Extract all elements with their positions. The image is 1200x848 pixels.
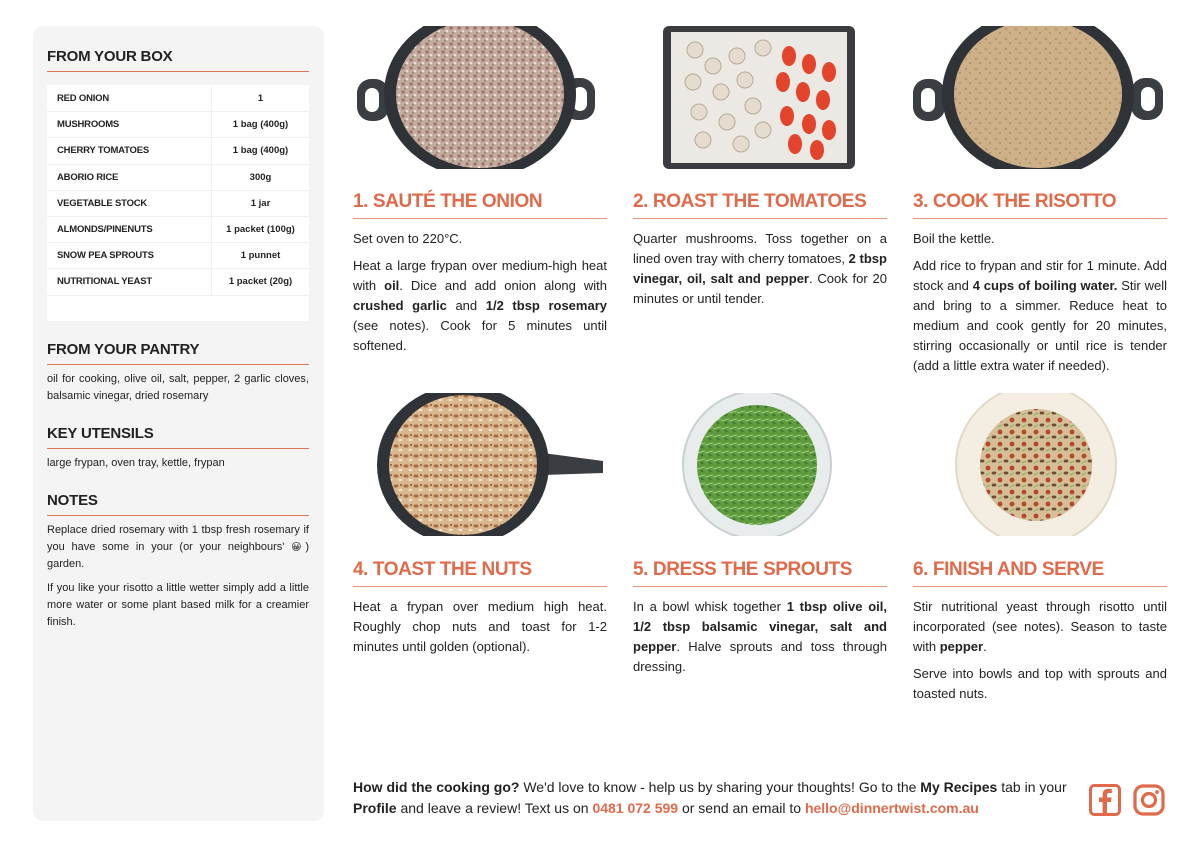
- table-row: [47, 217, 309, 243]
- step-4-photo-toasted-nuts: [353, 393, 607, 536]
- utensils-title: KEY UTENSILS: [47, 425, 309, 449]
- ingredient-qty: 1 packet (100g): [226, 224, 295, 236]
- ingredient-name: MUSHROOMS: [57, 119, 120, 131]
- step-4: [353, 393, 607, 657]
- step-1-body: Set oven to 220°C. Heat a large frypan over medium-high heat with oil. Dice and add onion along with crushed garlic and 1/2 tbsp rosemary (see notes). Cook for 5 minutes until softened.: [353, 231, 608, 353]
- feedback-footer: How did the cooking go? We'd love to know - help us by sharing your thoughts! Go to the My Recipes tab in your Profile and leave a review! Text us on 0481 072 599 or send an email to hello@dinnertwist.com.au: [353, 779, 1067, 816]
- ingredient-name: CHERRY TOMATOES: [57, 145, 150, 157]
- table-row: [47, 86, 309, 112]
- profile-label: Profile: [353, 800, 397, 816]
- notes-title: NOTES: [47, 492, 309, 516]
- step-1-title: 1. SAUTÉ THE ONION: [353, 191, 607, 219]
- box-ingredients-table: [47, 85, 309, 321]
- step-4-body: Heat a frypan over medium high heat. Roughly chop nuts and toast for 1-2 minutes until golden (optional).: [353, 599, 607, 654]
- table-row: [47, 165, 309, 191]
- ingredient-qty: 1: [257, 93, 264, 105]
- ingredient-name: ABORIO RICE: [57, 171, 119, 183]
- step-6-body: Stir nutritional yeast through risotto until incorporated (see notes). Season to taste with pepper. Serve into bowls and top with sprouts and toasted nuts.: [913, 599, 1167, 701]
- pantry-title: FROM YOUR PANTRY: [47, 341, 309, 365]
- step-5-body: In a bowl whisk together 1 tbsp olive oil, 1/2 tbsp balsamic vinegar, salt and pepper. Halve sprouts and toss through dressing.: [633, 599, 887, 674]
- step-6-title: 6. FINISH AND SERVE: [913, 559, 1167, 587]
- step-2-photo-oven-tray: [633, 26, 887, 169]
- ingredient-qty: 300g: [249, 171, 272, 183]
- instagram-icon[interactable]: [1133, 784, 1165, 816]
- ingredient-name: RED ONION: [57, 93, 110, 105]
- step-6-photo-risotto-served: [913, 393, 1167, 536]
- step-1-photo-pan-onion: [353, 26, 607, 169]
- ingredient-qty: 1 jar: [250, 197, 271, 209]
- pantry-text: oil for cooking, olive oil, salt, pepper, 2 garlic cloves, balsamic vinegar, dried rosemary: [47, 373, 309, 402]
- smiley-emoji-icon: 😀: [291, 542, 306, 553]
- box-title: FROM YOUR BOX: [47, 48, 309, 72]
- notes-text: [47, 522, 309, 631]
- ingredient-name: NUTRITIONAL YEAST: [57, 276, 152, 288]
- table-row: [47, 191, 309, 217]
- facebook-icon[interactable]: [1089, 784, 1121, 816]
- step-5-photo-sprouts-bowl: [633, 393, 887, 536]
- ingredient-name: SNOW PEA SPROUTS: [57, 250, 154, 262]
- table-row: [47, 243, 309, 269]
- step-2-title: 2. ROAST THE TOMATOES: [633, 191, 887, 219]
- my-recipes-label: My Recipes: [920, 779, 998, 795]
- feedback-question: How did the cooking go?: [353, 779, 520, 795]
- step-5: [633, 393, 887, 677]
- step-3-body: Boil the kettle. Add rice to frypan and stir for 1 minute. Add stock and 4 cups of boiling water. Stir well and bring to a simmer. Reduce heat to medium and cook gently for 20 minutes, stirring occasionally or until rice is tender (add a little extra water if needed).: [913, 231, 1168, 373]
- email-link[interactable]: hello@dinnertwist.com.au: [804, 800, 979, 816]
- step-4-title: 4. TOAST THE NUTS: [353, 559, 607, 587]
- ingredient-name: VEGETABLE STOCK: [57, 197, 148, 209]
- social-links: [1089, 784, 1165, 816]
- ingredient-qty: 1 packet (20g): [228, 276, 293, 288]
- ingredient-name: ALMONDS/PINENUTS: [57, 224, 153, 236]
- step-3-title: 3. COOK THE RISOTTO: [913, 191, 1167, 219]
- note-1: Replace dried rosemary with 1 tbsp fresh rosemary if you have some in your (or your neighbours' 😀) garden.: [47, 524, 309, 570]
- table-row: [47, 269, 309, 295]
- ingredient-qty: 1 punnet: [240, 250, 281, 262]
- table-row: [47, 138, 309, 164]
- step-2: [633, 26, 887, 309]
- note-2: If you like your risotto a little wetter simply add a little more water or some plant based milk for a creamier finish.: [47, 582, 309, 628]
- step-5-title: 5. DRESS THE SPROUTS: [633, 559, 887, 587]
- phone-link[interactable]: 0481 072 599: [592, 800, 679, 816]
- step-3: [913, 26, 1167, 376]
- ingredient-qty: 1 bag (400g): [232, 119, 289, 131]
- utensils-text: large frypan, oven tray, kettle, frypan: [47, 457, 225, 469]
- step-6: [913, 393, 1167, 704]
- step-1: [353, 26, 607, 356]
- step-3-photo-risotto-pan: [913, 26, 1167, 169]
- ingredient-qty: 1 bag (400g): [232, 145, 289, 157]
- table-row: [47, 112, 309, 138]
- ingredients-sidebar: [33, 26, 324, 821]
- step-2-body: Quarter mushrooms. Toss together on a lined oven tray with cherry tomatoes, 2 tbsp vinegar, oil, salt and pepper. Cook for 20 minutes or until tender.: [633, 231, 887, 306]
